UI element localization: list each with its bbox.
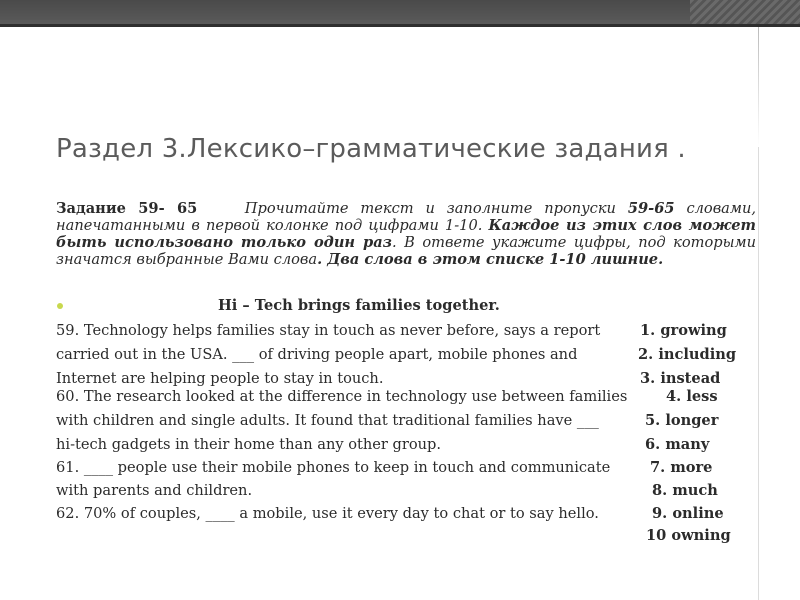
top-banner <box>0 0 800 24</box>
text-line: with parents and children. <box>56 482 253 499</box>
slide-title: Раздел 3.Лексико–грамматические задания . <box>56 134 686 164</box>
text-line: hi-tech gadgets in their home than any other group. <box>56 436 442 453</box>
instr-part-2: словами, напечатанными в первой колонке под цифрами 1-10. <box>56 200 757 234</box>
word-option: 5. longer <box>645 412 719 429</box>
text-line: 62. 70% of couples, ____ a mobile, use it every day to chat or to say hello. <box>56 505 599 522</box>
banner-stripe <box>0 24 800 27</box>
word-option: 8. much <box>652 482 718 499</box>
instr-part-3: . В ответе укажите цифры, под которыми значатся выбранные Вами слова <box>56 234 756 268</box>
word-option: 2. including <box>638 346 737 363</box>
instr-emphasis-1: Каждое из этих слов может быть использовано только один раз <box>56 217 756 251</box>
text-line: carried out in the USA. ___ of driving people apart, mobile phones and <box>56 346 578 363</box>
word-option: 4. less <box>666 388 718 405</box>
instr-emphasis-2: . Два слова в этом списке 1-10 лишние. <box>317 251 664 268</box>
text-line: Internet are helping people to stay in touch. <box>56 370 384 387</box>
bullet-dot <box>57 303 63 309</box>
word-option: 7. more <box>650 459 713 476</box>
word-option: 6. many <box>645 436 710 453</box>
text-line: 60. The research looked at the difference in technology use between families <box>56 388 628 405</box>
task-range: 59-65 <box>627 200 675 217</box>
instr-part-1: Прочитайте текст и заполните пропуски <box>244 200 616 217</box>
task-instruction <box>56 200 756 268</box>
right-divider-shadow <box>758 27 759 147</box>
banner-pattern <box>690 0 800 24</box>
word-option: 3. instead <box>640 370 721 387</box>
word-option: 1. growing <box>640 322 727 339</box>
text-heading: Hi – Tech brings families together. <box>218 297 500 314</box>
text-line: with children and single adults. It found that traditional families have ___ <box>56 412 599 429</box>
word-option: 9. online <box>652 505 724 522</box>
task-label: Задание 59- 65 <box>56 200 198 217</box>
text-line: 59. Technology helps families stay in touch as never before, says a report <box>56 322 601 339</box>
text-line: 61. ____ people use their mobile phones to keep in touch and communicate <box>56 459 611 476</box>
word-option: 10 owning <box>646 527 731 544</box>
